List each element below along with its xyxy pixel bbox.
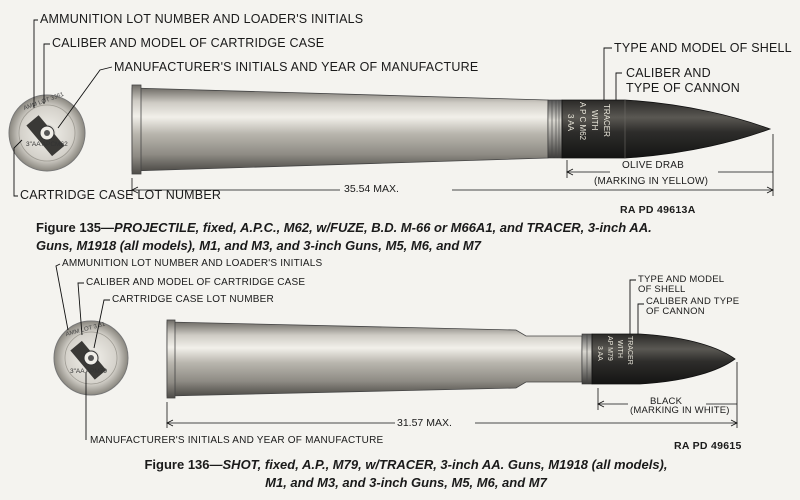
fig135-label-ammo-lot: AMMUNITION LOT NUMBER AND LOADER'S INITIALS	[40, 12, 364, 26]
svg-text:AMM LOT 3 31: AMM LOT 3 31	[65, 321, 106, 339]
fig136-label-cannon-2: OF CANNON	[646, 306, 705, 317]
fig135-label-color-1: OLIVE DRAB	[622, 160, 685, 171]
fig136-projectile	[592, 334, 735, 384]
fig135-dimension-text: 35.54 MAX.	[344, 183, 399, 195]
fig135-label-color-2: (MARKING IN YELLOW)	[594, 176, 709, 187]
fig136-label-ammo-lot: AMMUNITION LOT NUMBER AND LOADER'S INITIALS	[62, 258, 323, 269]
fig135-projectile	[562, 100, 770, 158]
svg-text:WITH: WITH	[616, 340, 623, 358]
fig135-cartridge-case	[132, 85, 548, 174]
fig136-label-manufacturer: MANUFACTURER'S INITIALS AND YEAR OF MANUFACTURE	[90, 435, 384, 446]
fig135-label-caliber-case: CALIBER AND MODEL OF CARTRIDGE CASE	[52, 36, 325, 50]
fig136-caption-line-2: M1, and M3, and 3-inch Guns, M5, M6, and M7	[265, 475, 547, 490]
fig136-label-case-lot: CARTRIDGE CASE LOT NUMBER	[112, 294, 274, 305]
fig135-caption-prefix: Figure 135	[36, 220, 102, 235]
svg-text:TRACER: TRACER	[626, 336, 633, 365]
fig135-rotating-band	[548, 100, 562, 158]
fig136-rotating-band	[582, 334, 592, 384]
fig136-ra-pd: RA PD 49615	[674, 440, 742, 452]
fig135-label-shell-type: TYPE AND MODEL OF SHELL	[614, 41, 792, 55]
svg-text:A P C M62: A P C M62	[578, 102, 587, 141]
fig135-caption	[36, 219, 652, 255]
fig136-cartridge-case	[167, 320, 582, 398]
fig135-ra-pd: RA PD 49613A	[620, 204, 696, 216]
fig135-label-cannon-1: CALIBER AND	[626, 66, 711, 80]
fig135-label-case-lot: CARTRIDGE CASE LOT NUMBER	[20, 188, 222, 202]
svg-text:WITH: WITH	[590, 110, 599, 131]
svg-text:3"AA APCM62: 3"AA APCM62	[26, 141, 68, 148]
svg-text:3 AA: 3 AA	[596, 346, 603, 361]
fig136-label-color-1: BLACK	[650, 396, 683, 407]
fig136-label-shell-type-1: TYPE AND MODEL	[638, 274, 725, 285]
fig135-label-cannon-2: TYPE OF CANNON	[626, 81, 740, 95]
svg-text:TRACER: TRACER	[602, 104, 611, 137]
fig135-label-manufacturer: MANUFACTURER'S INITIALS AND YEAR OF MANUFACTURE	[114, 60, 479, 74]
fig135-case-base	[9, 92, 85, 171]
fig136-caption-prefix: Figure 136	[144, 457, 210, 472]
fig136-dimension-text: 31.57 MAX.	[397, 417, 452, 429]
svg-text:AMM LOT 3361: AMM LOT 3361	[22, 91, 65, 112]
fig136-caption-line-1: —SHOT, fixed, A.P., M79, w/TRACER, 3-inch AA. Guns, M1918 (all models),	[209, 457, 668, 472]
fig136-case-base	[54, 321, 128, 395]
svg-text:3"AA APM79: 3"AA APM79	[70, 368, 107, 375]
svg-text:3 AA: 3 AA	[566, 114, 575, 131]
fig136-label-color-2: (MARKING IN WHITE)	[630, 405, 730, 416]
svg-text:AP M79: AP M79	[606, 336, 613, 361]
fig136-label-caliber-case: CALIBER AND MODEL OF CARTRIDGE CASE	[86, 277, 306, 288]
fig136-label-shell-type-2: OF SHELL	[638, 284, 686, 295]
fig135-caption-line-1: —PROJECTILE, fixed, A.P.C., M62, w/FUZE, B.D. M-66 or M66A1, and TRACER, 3-inch AA.	[101, 220, 652, 235]
fig136-label-cannon-1: CALIBER AND TYPE	[646, 296, 740, 307]
fig136-caption	[86, 456, 726, 492]
fig135-caption-line-2: Guns, M1918 (all models), M1, and M3, and 3-inch Guns, M5, M6, and M7	[36, 238, 481, 253]
